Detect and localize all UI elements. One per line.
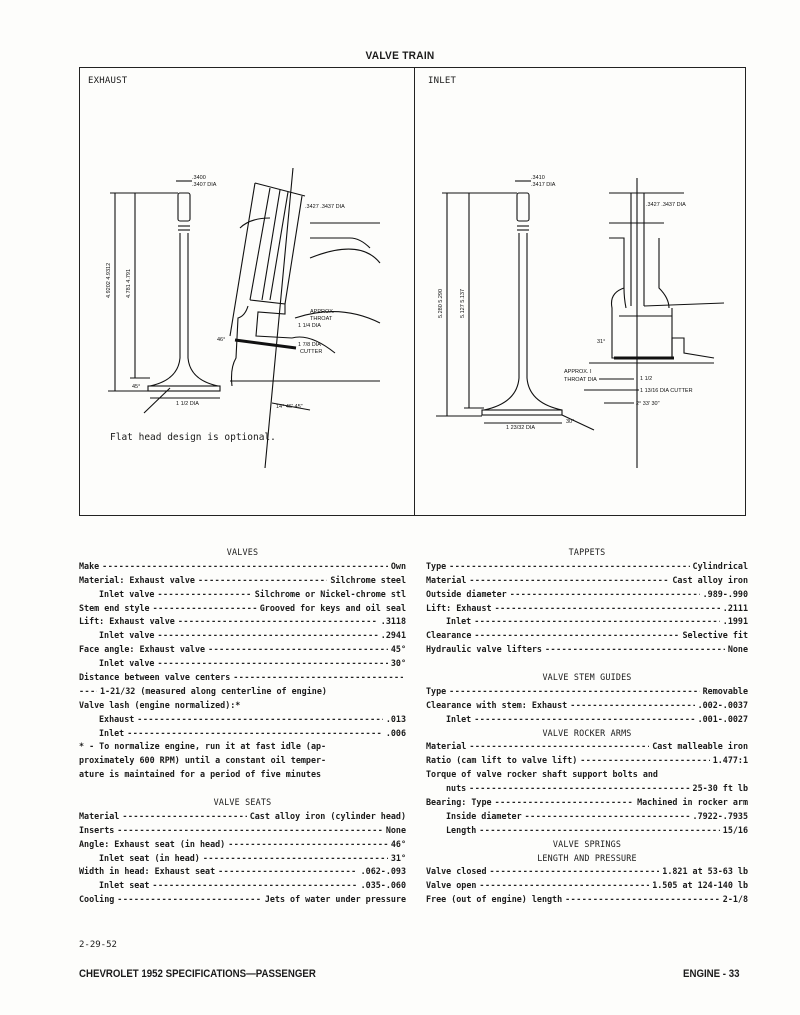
spec-row: Inlet valve ----- .2941 [79,629,406,643]
valve-seats-heading: VALVE SEATS [213,797,272,808]
svg-text:1 23/32 DIA: 1 23/32 DIA [506,425,536,431]
spec-row: Distance between valve centers ----- [79,671,406,685]
footnote-line: * - To normalize engine, run it at fast idle (ap- [79,741,327,752]
svg-text:4.781 4.791: 4.781 4.791 [126,268,132,298]
spec-row: Stem end style ----- Grooved for keys and oil seal [79,602,406,616]
spec-row: Material: Exhaust valve ----- Silchrome steel [79,574,406,588]
left-spec-column [79,546,406,907]
svg-text:.3427 .3437 DIA: .3427 .3437 DIA [646,202,686,208]
spec-row: Inlet ----- .001-.0027 [426,713,748,727]
svg-text:5.280 5.290: 5.280 5.290 [438,288,444,318]
spec-row: Clearance ----- Selective fit [426,629,748,643]
svg-text:APPROX. I: APPROX. I [564,369,592,375]
spec-row: Valve open ----- 1.505 at 124-140 lb [426,879,748,893]
spec-row: Bearing: Type ----- Machined in rocker arm [426,796,748,810]
spec-line: Valve lash (engine normalized):* [79,699,241,710]
svg-text:CUTTER: CUTTER [300,349,323,355]
spec-row: Lift: Exhaust ----- .2111 [426,602,748,616]
page-title: VALVE TRAIN [365,50,435,62]
spec-row: Inlet seat (in head) ----- 31° [79,852,406,866]
spec-row: Face angle: Exhaust valve ----- 45° [79,643,406,657]
svg-text:30°: 30° [566,419,575,425]
revision-date: 2-29-52 [79,940,117,950]
valve-springs-subheading: LENGTH AND PRESSURE [537,852,637,863]
svg-text:.3407 DIA: .3407 DIA [192,182,217,188]
svg-text:2° 33' 30": 2° 33' 30" [636,401,660,407]
footer-page-number: ENGINE - 33 [683,968,740,980]
spec-row: Hydraulic valve lifters ----- None [426,643,748,657]
exhaust-valve-diagram [80,68,414,517]
spec-row: Type ----- Removable [426,685,748,699]
svg-text:.3417 DIA: .3417 DIA [531,182,556,188]
svg-text:5.127 5.137: 5.127 5.137 [460,288,466,318]
valve-rocker-arms-heading: VALVE ROCKER ARMS [542,727,632,738]
svg-text:1 13/16 DIA CUTTER: 1 13/16 DIA CUTTER [640,388,693,394]
svg-text:1 7/8 DIA: 1 7/8 DIA [298,342,321,348]
valve-springs-heading: VALVE SPRINGS [552,838,622,849]
spec-row: Type ----- Cylindrical [426,560,748,574]
svg-text:.3400: .3400 [192,175,206,181]
spec-row: Inlet ----- .1991 [426,615,748,629]
spec-row: Ratio (cam lift to valve lift) ----- 1.477:1 [426,754,748,768]
svg-text:4.9202 4.9312: 4.9202 4.9312 [106,262,112,298]
valve-diagram-figure [79,67,746,516]
inlet-panel-label: INLET [428,76,457,86]
exhaust-note: Flat head design is optional. [110,432,276,443]
spec-row: Exhaust ----- .013 [79,713,406,727]
spec-row: Inlet seat ----- .035-.060 [79,879,406,893]
spec-row: Material ----- Cast alloy iron (cylinder head) [79,810,406,824]
svg-text:.3410: .3410 [531,175,545,181]
spec-row: Make ----- Own [79,560,406,574]
svg-text:46°: 46° [217,337,226,343]
spec-row: Inlet valve ----- Silchrome or Nickel-chrome stl [79,588,406,602]
spec-line: Torque of valve rocker shaft support bolts and [426,769,658,780]
spec-row: Free (out of engine) length ----- 2-1/8 [426,893,748,907]
spec-row: Cooling ----- Jets of water under pressure [79,893,406,907]
footnote-line: proximately 600 RPM) until a constant oil temper- [79,755,327,766]
svg-text:THROAT: THROAT [310,316,333,322]
svg-text:APPROX.: APPROX. [310,309,335,315]
spec-row: ----- 1-21/32 (measured along centerline of engine) [79,685,406,699]
svg-text:45°: 45° [132,384,141,390]
spec-row: Width in head: Exhaust seat ----- .062-.093 [79,865,406,879]
spec-row: Inserts ----- None [79,824,406,838]
spec-row: Inside diameter ----- .7922-.7935 [426,810,748,824]
spec-row: Length ----- 15/16 [426,824,748,838]
spec-row: Material ----- Cast alloy iron [426,574,748,588]
spec-row: Inlet valve ----- 30° [79,657,406,671]
spec-row: Material ----- Cast malleable iron [426,740,748,754]
spec-row: Lift: Exhaust valve ----- .3118 [79,615,406,629]
right-spec-column [426,546,748,907]
valve-stem-guides-heading: VALVE STEM GUIDES [542,672,632,683]
spec-row: Inlet ----- .006 [79,727,406,741]
footer-publication-title: CHEVROLET 1952 SPECIFICATIONS—PASSENGER [79,968,316,980]
spec-row: Angle: Exhaust seat (in head) ----- 46° [79,838,406,852]
svg-text:1 1/2: 1 1/2 [640,376,653,382]
tappets-heading: TAPPETS [568,547,606,557]
spec-row: Valve closed ----- 1.821 at 53-63 lb [426,865,748,879]
inlet-valve-diagram [414,68,747,517]
svg-text:14° 46' 45": 14° 46' 45" [276,404,303,410]
spec-row: Clearance with stem: Exhaust ----- .002-.0037 [426,699,748,713]
exhaust-panel-label: EXHAUST [88,76,128,86]
spec-row: Outside diameter ----- .989-.990 [426,588,748,602]
svg-text:1 1/2 DIA: 1 1/2 DIA [176,401,199,407]
svg-text:THROAT DIA: THROAT DIA [564,377,597,383]
svg-text:.3427 .3437 DIA: .3427 .3437 DIA [305,204,345,210]
svg-text:31°: 31° [597,339,606,345]
svg-text:1 1/4 DIA: 1 1/4 DIA [298,323,321,329]
spec-row: nuts ----- 25-30 ft lb [426,782,748,796]
valves-heading: VALVES [226,547,259,557]
footnote-line: ature is maintained for a period of five minutes [79,769,322,780]
